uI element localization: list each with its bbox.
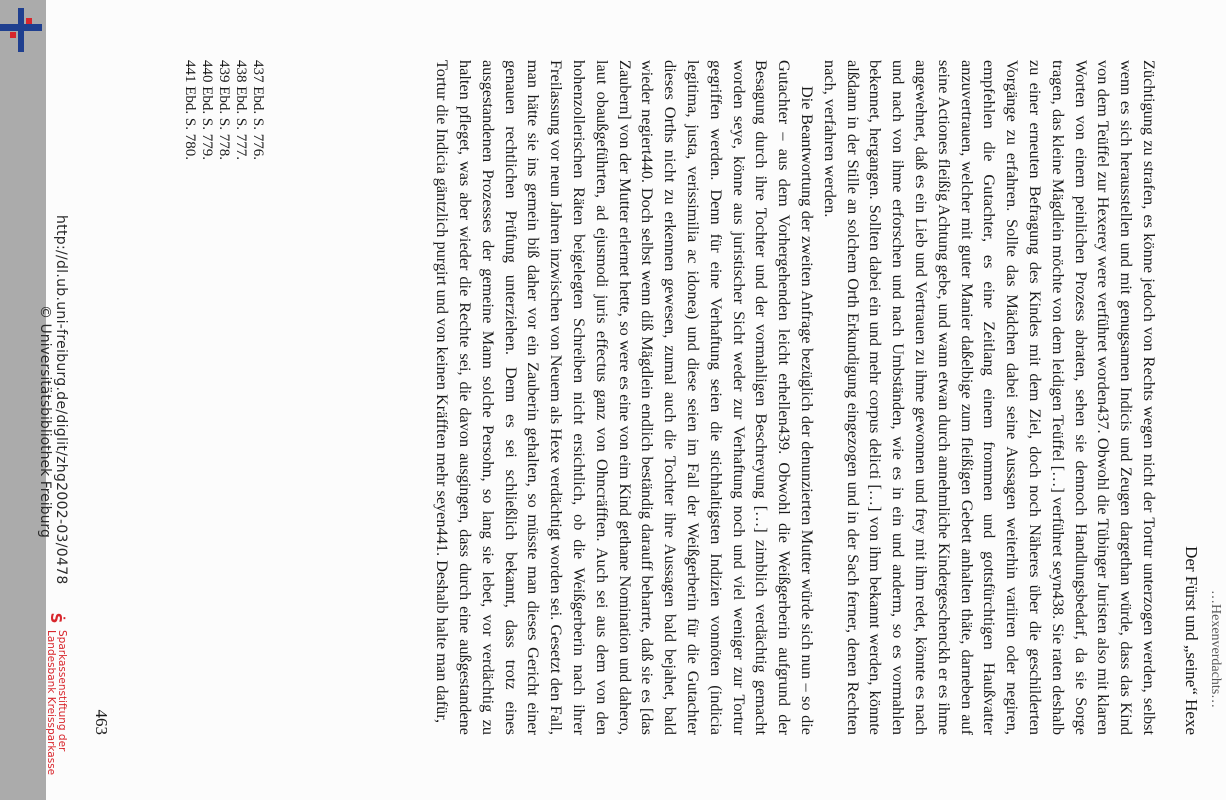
footnote-437: 437 Ebd. S. 776.	[250, 60, 266, 161]
sponsor-line-1: Sparkassenstiftung der	[56, 630, 68, 752]
permalink-url[interactable]: http://dl.ub.uni-freiburg.de/diglit/zhg2002-03/0478	[53, 215, 69, 585]
running-head: Der Fürst und „seine“ Hexe	[1182, 546, 1201, 735]
footnote-439: 439 Ebd. S. 778.	[216, 60, 232, 161]
sponsor-logo	[44, 610, 68, 800]
sponsor-text	[45, 630, 67, 775]
sponsor-line-2: Landesbank Kreissparkasse	[45, 630, 57, 776]
paragraph-1: Züchtigung zu strafen, es könne jedoch von Rechts wegen nicht der Tortur unterzogen werden, selbst wenn es sich herausstellen und mit genugsamen Indicis und Zeugen dargethan würde, dass das Kind von dem Teüffel zur Hexerey were verführet worden437. Obwohl die Tübinger Juristen also mit klaren Worten von einem peinlichen Prozess abraten, sehen sie dennoch Handlungsbedarf, da sie Sorge tragen, das kleine Mägdlein möchte von dem leidigen Teüffel […] verführet seyn438. Sie raten deshalb zu einer erneuten Befragung des Kindes mit dem Ziel, doch noch Näheres über die geschilderten Vorgänge zu erfahren. Sollte das Mädchen dabei seine Aussagen weiterhin variiren oder negiren, empfehlen die Gutachter, es eine Zeitlang einem frommen und gottsfürchtigen Haußvatter anzuvertrauen, welcher mit guter Manier daßelbige zum fleißigen Gebett anhalten thäte, darneben auf seine Actiones fleißig Achtung gebe, und wann etwan durch annehmliche Kindergeschenckh er es ihme angewehnet, daß es ein Lieb und Vertrauen zu ihme gewonnen und frey mit ihm redet, könnte es nach und nach von ihme erforschen und nach Umbständen, wie es in ein und anderm, so es vormahlen bekennet, hergangen. Sollten dabei ein und mehr corpus delicti […] von ihm bekannt werden, könnte alßdann in der Stille an solchem Orth Erkundigung eingezogen und in der Sach ferner, denen Rechten nach, verfahren werden.	[820, 60, 1159, 735]
footnote-438: 438 Ebd. S. 777.	[233, 60, 249, 161]
body-text	[431, 60, 1161, 735]
footnotes	[181, 60, 266, 360]
sparkasse-s-icon: Ṡ	[47, 612, 65, 624]
footnote-440: 440 Ebd. S. 779.	[199, 60, 215, 161]
footnote-441: 441 Ebd. S. 780.	[182, 60, 198, 161]
page-number: 463	[92, 709, 111, 735]
rotated-page-content	[37, 0, 1226, 800]
top-edge-fragment: …Hexenverdachts…	[1208, 590, 1223, 709]
paragraph-2: Die Beantwortung der zweiten Anfrage bezüglich der denunzierten Mutter würde sich nun – so die Gutachter – aus dem Vorhergehenden leicht erhellen439. Obwohl die Weißgerberin aufgrund der Besagung durch ihre Tochter und der vormahligen Beschreyung […] zimblich verdächtig gemacht worden seye, könne aus juristischer Sicht weder zur Verhaftung noch und viel weniger zur Tortur gegriffen werden. Denn für eine Verhaftung seien die stichhaltigsten Indizien vonnöten (indicia legitima, justa, verissimilia ac idonea) und diese seien im Fall der Weißgerberin für die Gutachter dieses Orths nicht zu erkennen gewesen, zumal auch die Tochter ihre Aussagen bald bejahet, bald wieder negiert440. Doch selbst wenn diß Mägdlein endlich beständig darauff beharrte, daß sie es [das Zaubern] von der Mutter erlernet hette, so were es eine von eim Kind gethane Nomination und dahero, laut obaußgeführten, ad ejusmodi juris effectus ganz von Ohncräfften. Auch sei aus dem von den hohenzollerischen Räten beigelegten Schreiben nicht ersichtlich, ob die Weißgerberin nach ihrer Freilassung vor neun Jahren inzwischen von Neuem als Hexe verdächtigt worden sei. Gesetzt den Fall, man hätte sie ins gemein biß daher vor ein Zauberin gehalten, so müsste man dieses Gericht einer genauen rechtlichen Prüfung unterziehen. Denn es sei schließlich bekannt, dass trotz eines ausgestandenen Prozesses der gemeine Mann solche Persohn, so lang sie lebet, vor verdächtig zu halten pfleget, was aber wieder die Rechte sei, die davon ausgingen, dass durch eine außgestandene Tortur die Indicia gäntzlich purgirt und von keinen Kräfften mehr seyen441. Deshalb halte man dafür,	[433, 60, 818, 735]
cross-logo-icon	[0, 8, 42, 52]
copyright-text: © Universitätsbibliothek Freiburg	[37, 305, 53, 538]
